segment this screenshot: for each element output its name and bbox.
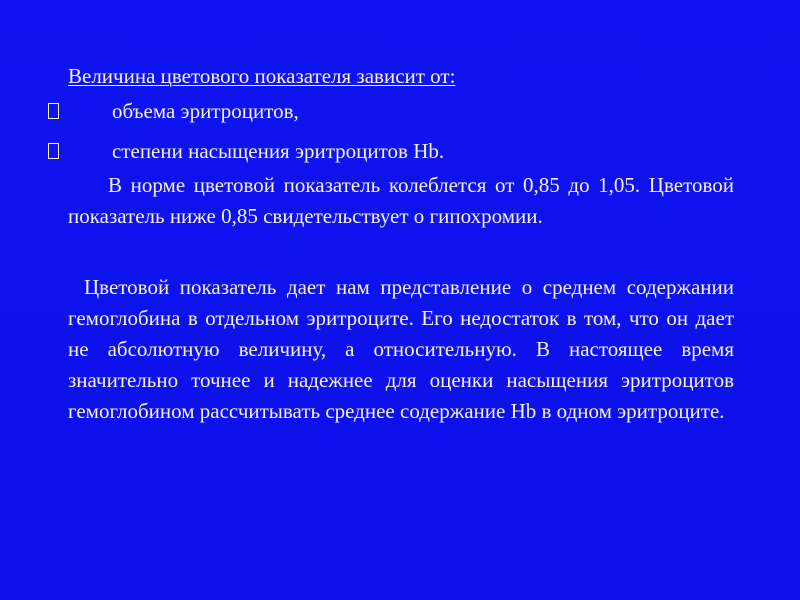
paragraph-color-index-explanation: Цветовой показатель дает нам представление о среднем содержании гемоглобина в отдельном эритроците. Его недостаток в том, что он дает не абсолютную величину, а относительную. В настоящее время значительно точнее и надежнее для оценки насыщения эритроцитов гемоглобином рассчитывать среднее содержание Hb в одном эритроците. <box>68 275 734 423</box>
paragraph-normal-range: В норме цветовой показатель колеблется от 0,85 до 1,05. Цветовой показатель ниже 0,85 свидетельствует о гипохромии. <box>68 173 734 228</box>
missing-glyph-bullet-icon <box>48 103 59 119</box>
bullet-text: объема эритроцитов, <box>112 99 299 123</box>
bullet-text: степени насыщения эритроцитов Hb. <box>112 139 445 163</box>
slide-heading: Величина цветового показателя зависит от: <box>68 64 456 88</box>
missing-glyph-bullet-icon <box>48 143 59 159</box>
